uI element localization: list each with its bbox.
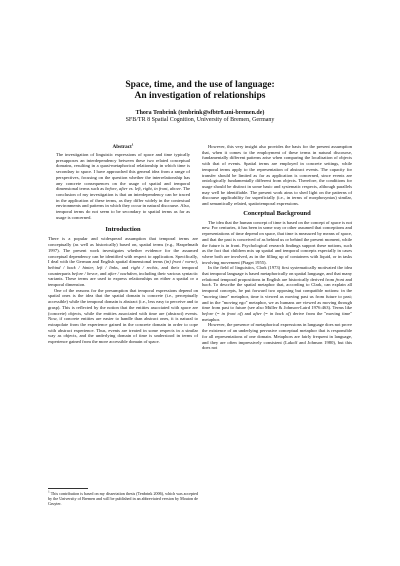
title-line-1: Space, time, and the use of language: — [125, 80, 275, 90]
introduction-heading: Introduction — [105, 226, 141, 234]
abstract-heading: Abstract$^1$ — [112, 142, 134, 150]
abstract-footnote-mark: 1 — [131, 142, 134, 147]
background-paragraph-2: In the field of linguistics, Clark (1973) first systematically motivated the idea that temporal language is based metaphorically on spatial language, and that many relational temporal propositions in English are historically derived from front and back. To describe the spatial metaphor that, according to Clark, can explain all temporal concepts, he put forward two opposing but compatible notions: in the "moving time" metaphor, time is viewed as moving past us from future to past; and in the "moving ego" metaphor, we as humans are viewed as moving through time from past to future (see also Müller & Johnson-Laird 1976:463). Terms like before (= in front of) and after (= in back of) derive from the "moving time" metaphor. — [202, 265, 353, 322]
title-line-2: An investigation of relationships — [134, 91, 266, 101]
right-intro-paragraph: However, this very insight also provides the basis for the present assumption that, when it comes to the employment of these terms in natural discourse, fundamentally different patterns arise when comparing the localisation of objects with that of events. Spatial terms are employed in concrete settings, while temporal terms apply to the representation of abstract events. The capacity for transfer should be limited as far as application is concerned, since events are ontologically fundamentally different from objects. Therefore, the conditions for usage should be distinct in some basic and systematic respects, although parallels may well be identifiable. The present work aims to shed light on the patterns of discourse applicability for superficially (i.e., in terms of morphosyntax) similar, and semantically related, spatiotemporal expressions. — [202, 144, 352, 207]
conceptual-background-heading: Conceptual Background — [243, 209, 311, 217]
abstract-section — [48, 144, 198, 220]
introduction-paragraph-2: One of the reasons for the presumption that temporal expressions depend on spatial ones is the idea that the spatial domain is concrete (i.e., perceptually accessible) while the temporal domain is abstract (i.e., less easy to perceive and to grasp). This is reflected by the notion that the entities associated with space are (concrete) objects, while the entities associated with time are (abstract) events. Now, if concrete entities are easier to handle than abstract ones, it is natural to extrapolate from the experience gained in the concrete domain in order to cope with abstract experience. Thus, events are treated in some respects in a similar way as objects, and the underlying domain of time is understood in terms of experience gained from the more accessible domain of space. — [48, 287, 198, 345]
footnote — [48, 491, 198, 507]
paper-title — [0, 80, 400, 102]
footnote-divider — [48, 488, 88, 489]
left-column — [48, 144, 198, 345]
author-name: Thora Tenbrink (tenbrink@sfbtr8.uni-bremen.de) — [135, 110, 265, 116]
footnote-text: This contribution is based on my dissertation thesis (Tenbrink 2006), which was accepted by the University of Bremen and will be published in an abbreviated version by Mouton de Gruyter. — [48, 491, 198, 507]
background-paragraph-1: The idea that the human concept of time is based on the concept of space is not new. For centuries, it has been in some way or other assumed that conceptions and representations of time depend on space, that time is measured by means of space, and that the past is conceived of as behind us or behind the present moment, while the future is in front. Psychological research findings support these notions, such as the fact that children mix up spatial and temporal concepts especially in cases where both are involved, as in the filling up of containers with liquid, or in tasks involving movement (Piaget 1955). — [202, 219, 352, 265]
introduction-paragraph-1: There is a popular and widespread assumption that temporal terms are conceptually (as well as historically) based on, spatial terms (e.g., Haspelmath 1997). The present work investigates whether evidence for the assumed conceptual dependency can be identified with respect to application. Specifically, I deal with the German and English spatial dimensional terms (in) front / vorne), behind / back / hinter, left / links, and right / rechts, and their temporal counterparts before / bevor, and after / nachdem, including their various syntactic variants. These terms are used to express relationships on either a spatial or a temporal dimension. — [48, 236, 198, 288]
right-column — [202, 144, 352, 351]
footnote-mark: 1 — [48, 489, 50, 494]
background-paragraph-3: However, the presence of metaphorical expressions in language does not prove the existence of an underlying pervasive conceptual metaphor that is responsible for all representations of one domain. Metaphors are fairly frequent in language, and they are often impressively consistent (Lakoff and Johnson 1980), but this does not — [202, 322, 352, 351]
author-affiliation: SFB/TR 8 Spatial Cognition, University of Bremen, Germany — [125, 117, 275, 123]
abstract-text: The investigation of linguistic expressions of space and time typically presupposes an interdependency between these two related conceptual domains, resulting in a quasi-metaphorical relationship in which time is secondary to space. I have approached this general idea from a range of perspectives, focusing on the question whether the interrelationship has any concrete consequences on the usage of spatial and temporal dimensional terms such as before, after vs. left, right, in front, above. The conclusion of my investigation is that an interdependency can be traced in the application of these terms, as they differ widely in the contextual environments and patterns in which they occur in natural discourse. Also, temporal terms do not seem to be secondary to spatial terms as far as usage is concerned. — [56, 152, 190, 220]
author-block — [0, 110, 400, 124]
